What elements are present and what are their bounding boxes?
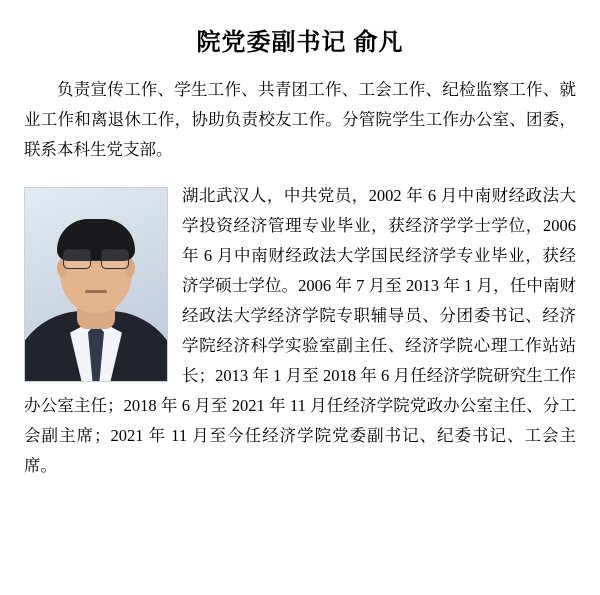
- portrait-mouth: [85, 290, 107, 293]
- biography-paragraph: 湖北武汉人，中共党员，2002 年 6 月中南财经政法大学投资经济管理专业毕业，获经济学学士学位，2006 年 6 月中南财经政法大学国民经济学专业毕业，获经济学硕士学位。2006 年 7 月至 2013 年 1 月，任中南财经政法大学经济学院专职辅导员、分团委书记、经济学院经济科学实验室副主任、经济学院心理工作站站长；2013 年 1 月至 2018 年 6 月任经济学院研究生工作办公室主任；2018 年 6 月至 2021 年 11 月任经济学院党政办公室主任、分工会副主席；2021 年 11 月至今任经济学院党委副书记、纪委书记、工会主席。: [24, 186, 576, 475]
- portrait-photo: [24, 187, 168, 382]
- document-page: [0, 22, 600, 595]
- biography-block: [24, 181, 576, 481]
- portrait-glasses-bridge: [90, 260, 102, 262]
- duties-paragraph: 负责宣传工作、学生工作、共青团工作、工会工作、纪检监察工作、就业工作和离退休工作，协助负责校友工作。分管院学生工作办公室、团委，联系本科生党支部。: [24, 80, 576, 159]
- page-title: 院党委副书记 俞凡: [196, 30, 404, 56]
